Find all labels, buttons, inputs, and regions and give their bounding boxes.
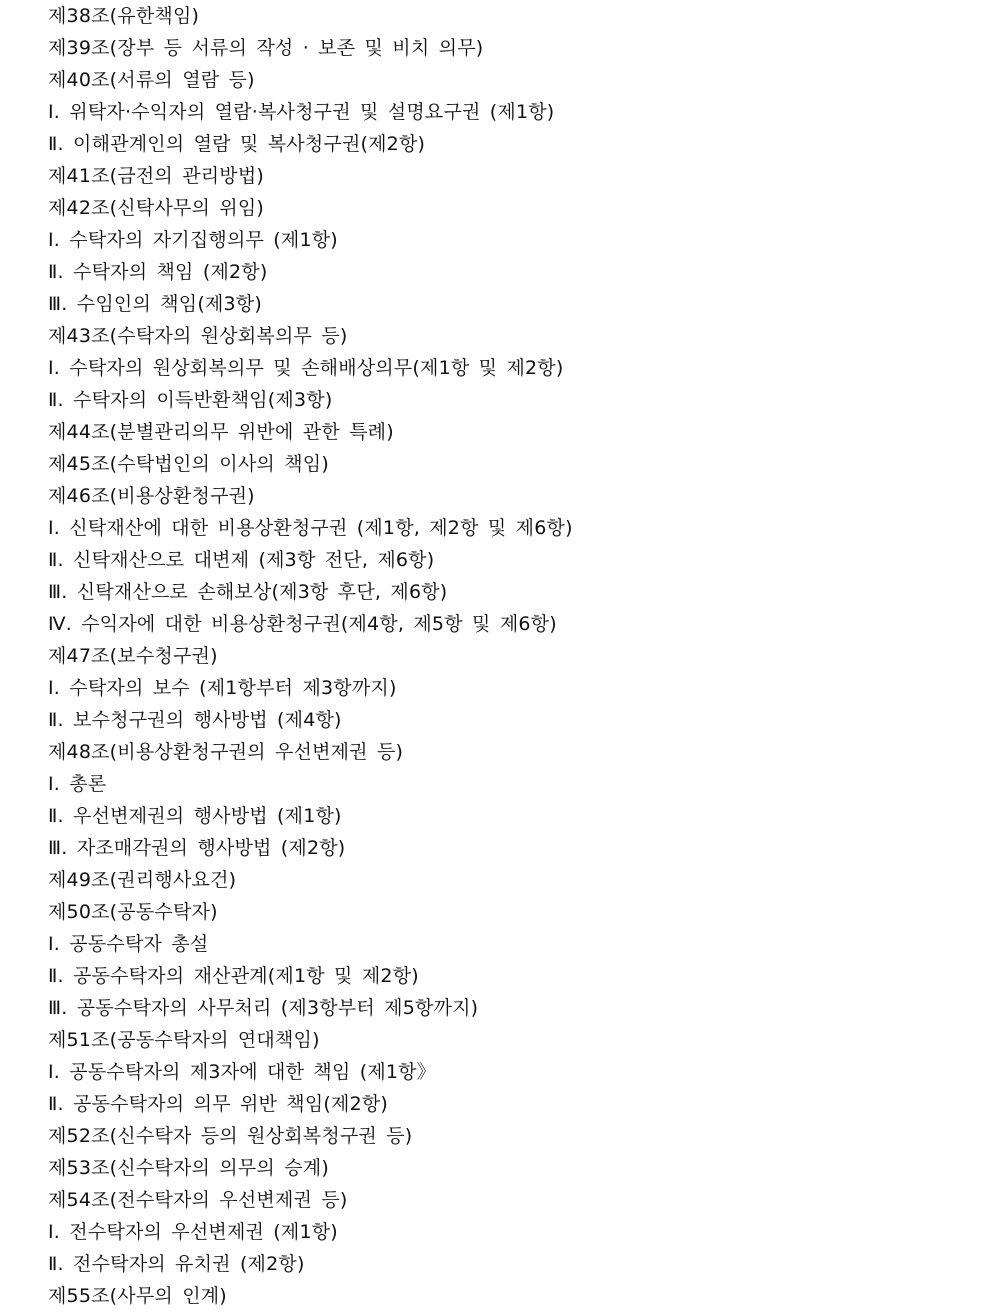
toc-subsection: Ⅲ. 수임인의 책임(제3항)	[48, 293, 262, 315]
toc-article-39: 제39조(장부 등 서류의 작성 · 보존 및 비치 의무)	[48, 37, 484, 59]
toc-article-52: 제52조(신수탁자 등의 원상회복청구권 등)	[48, 1125, 413, 1147]
toc-article-47: 제47조(보수청구권)	[48, 645, 218, 667]
toc-article-42: 제42조(신탁사무의 위임)	[48, 197, 265, 219]
toc-article-49: 제49조(권리행사요건)	[48, 869, 237, 891]
toc-subsection: Ⅰ. 총론	[48, 773, 107, 795]
toc-subsection: Ⅱ. 우선변제권의 행사방법 (제1항)	[48, 805, 342, 827]
toc-article-46: 제46조(비용상환청구권)	[48, 485, 255, 507]
toc-subsection: Ⅱ. 수탁자의 책임 (제2항)	[48, 261, 268, 283]
toc-article-43: 제43조(수탁자의 원상회복의무 등)	[48, 325, 348, 347]
toc-subsection: Ⅱ. 수탁자의 이득반환책임(제3항)	[48, 389, 333, 411]
toc-subsection: Ⅳ. 수익자에 대한 비용상환청구권(제4항, 제5항 및 제6항)	[48, 613, 557, 635]
toc-article-55: 제55조(사무의 인계)	[48, 1285, 227, 1307]
toc-article-50: 제50조(공동수탁자)	[48, 901, 218, 923]
toc-article-51: 제51조(공동수탁자의 연대책임)	[48, 1029, 320, 1051]
toc-subsection: Ⅰ. 전수탁자의 우선변제권 (제1항)	[48, 1221, 338, 1243]
toc-subsection: Ⅰ. 신탁재산에 대한 비용상환청구권 (제1항, 제2항 및 제6항)	[48, 517, 573, 539]
toc-subsection: Ⅰ. 공동수탁자 총설	[48, 933, 209, 955]
toc-article-44: 제44조(분별관리의무 위반에 관한 특례)	[48, 421, 394, 443]
toc-subsection: Ⅰ. 수탁자의 자기집행의무 (제1항)	[48, 229, 338, 251]
toc-article-38: 제38조(유한책임)	[48, 5, 200, 27]
toc-subsection: Ⅱ. 공동수탁자의 재산관계(제1항 및 제2항)	[48, 965, 419, 987]
toc-subsection: Ⅰ. 수탁자의 보수 (제1항부터 제3항까지)	[48, 677, 397, 699]
toc-article-48: 제48조(비용상환청구권의 우선변제권 등)	[48, 741, 404, 763]
toc-article-40: 제40조(서류의 열람 등)	[48, 69, 255, 91]
toc-subsection: Ⅱ. 공동수탁자의 의무 위반 책임(제2항)	[48, 1093, 389, 1115]
toc-article-41: 제41조(금전의 관리방법)	[48, 165, 265, 187]
toc-article-45: 제45조(수탁법인의 이사의 책임)	[48, 453, 329, 475]
table-of-contents	[48, 0, 573, 1312]
toc-subsection: Ⅲ. 신탁재산으로 손해보상(제3항 후단, 제6항)	[48, 581, 448, 603]
toc-subsection: Ⅱ. 전수탁자의 유치권 (제2항)	[48, 1253, 305, 1275]
toc-subsection: Ⅱ. 이해관계인의 열람 및 복사청구권(제2항)	[48, 133, 426, 155]
toc-subsection: Ⅰ. 위탁자·수익자의 열람·복사청구권 및 설명요구권 (제1항)	[48, 101, 555, 123]
toc-subsection: Ⅰ. 공동수탁자의 제3자에 대한 책임 (제1항》	[48, 1061, 436, 1083]
toc-subsection: Ⅲ. 공동수탁자의 사무처리 (제3항부터 제5항까지)	[48, 997, 479, 1019]
toc-subsection: Ⅱ. 신탁재산으로 대변제 (제3항 전단, 제6항)	[48, 549, 435, 571]
toc-article-53: 제53조(신수탁자의 의무의 승계)	[48, 1157, 329, 1179]
toc-article-54: 제54조(전수탁자의 우선변제권 등)	[48, 1189, 348, 1211]
toc-subsection: Ⅲ. 자조매각권의 행사방법 (제2항)	[48, 837, 346, 859]
toc-subsection: Ⅱ. 보수청구권의 행사방법 (제4항)	[48, 709, 342, 731]
toc-subsection: Ⅰ. 수탁자의 원상회복의무 및 손해배상의무(제1항 및 제2항)	[48, 357, 564, 379]
